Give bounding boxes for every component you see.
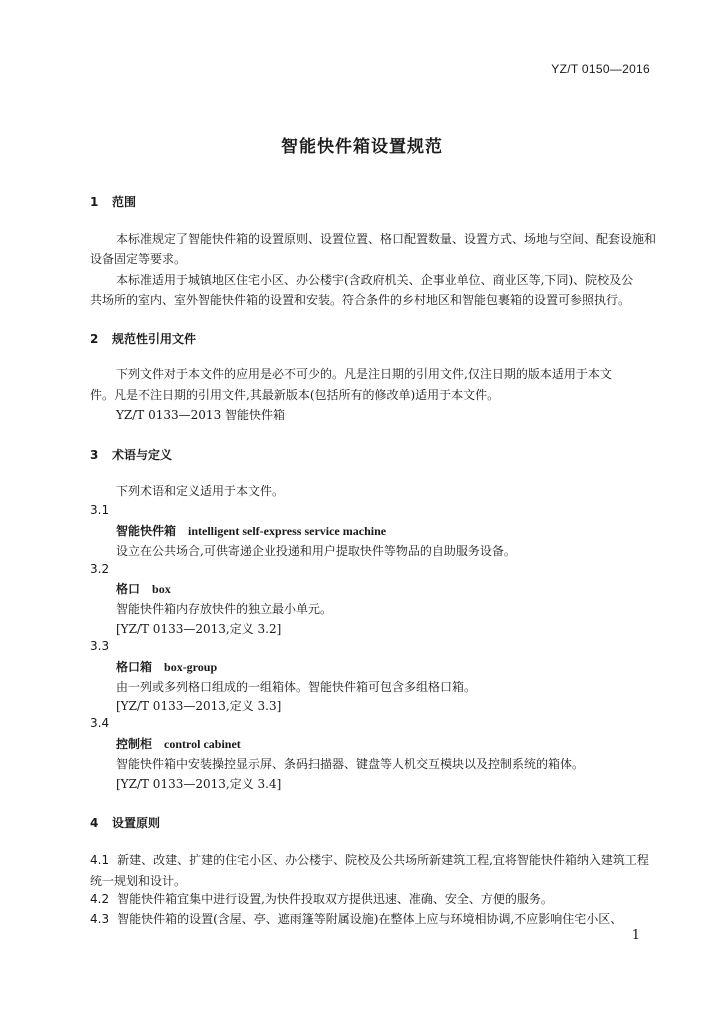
term-en: box <box>152 582 171 596</box>
paragraph-line: 件。凡是不注日期的引用文件,其最新版本(包括所有的修改单)适用于本文件。 <box>90 388 500 402</box>
clause-line <box>90 851 649 868</box>
term-definition: 智能快件箱中安装操控显示屏、条码扫描器、键盘等人机交互模块以及控制系统的箱体。 <box>116 757 585 771</box>
section-title: 术语与定义 <box>112 448 173 462</box>
clause-line <box>90 890 553 907</box>
section-1-heading <box>90 193 136 210</box>
term-definition: 由一列或多列格口组成的一组箱体。智能快件箱可包含多组格口箱。 <box>116 680 477 694</box>
term-number: 3.3 <box>90 639 110 653</box>
term-cn: 格口 <box>116 582 141 596</box>
section-4-heading <box>90 814 160 831</box>
section-number: 4 <box>90 816 99 830</box>
section-title: 范围 <box>112 195 137 209</box>
paragraph-line: 共场所的室内、室外智能快件箱的设置和安装。符合条件的乡村地区和智能包裹箱的设置可参照执行。 <box>90 293 631 307</box>
term-name <box>116 658 217 675</box>
term-number: 3.2 <box>90 562 110 576</box>
term-en: intelligent self-express service machine <box>188 524 387 538</box>
clause-number: 4.1 <box>90 853 110 867</box>
section-title: 设置原则 <box>112 816 161 830</box>
paragraph-line: 本标准适用于城镇地区住宅小区、办公楼宇(含政府机关、企事业单位、商业区等,下同)、院校及公 <box>116 273 634 287</box>
term-cn: 控制柜 <box>116 737 153 751</box>
section-title: 规范性引用文件 <box>112 332 197 346</box>
document-title: 智能快件箱设置规范 <box>281 137 443 157</box>
page-number: 1 <box>631 928 640 943</box>
term-definition: 智能快件箱内存放快件的独立最小单元。 <box>116 602 333 616</box>
term-en: control cabinet <box>164 737 241 751</box>
clause-text: 智能快件箱宜集中进行设置,为快件投取双方提供迅速、准确、安全、方便的服务。 <box>117 892 553 906</box>
clause-number: 4.2 <box>90 892 110 906</box>
paragraph-line: 本标准规定了智能快件箱的设置原则、设置位置、格口配置数量、设置方式、场地与空间、配套设施和 <box>116 232 657 246</box>
paragraph-line: 下列文件对于本文件的应用是必不可少的。凡是注日期的引用文件,仅注日期的版本适用于本文 <box>116 367 612 381</box>
term-name <box>116 522 386 539</box>
clause-text: 智能快件箱的设置(含屋、亭、遮雨篷等附属设施)在整体上应与环境相协调,不应影响住宅小区、 <box>117 912 623 926</box>
term-source: [YZ/T 0133—2013,定义 3.3] <box>116 699 282 713</box>
term-definition: 设立在公共场合,可供寄递企业投递和用户提取快件等物品的自助服务设备。 <box>116 544 516 558</box>
term-cn: 格口箱 <box>116 660 153 674</box>
section-number: 2 <box>90 332 99 346</box>
section-3-heading <box>90 446 172 463</box>
section-number: 3 <box>90 448 99 462</box>
term-source: [YZ/T 0133—2013,定义 3.2] <box>116 622 282 636</box>
term-name <box>116 580 171 597</box>
paragraph-line: 设备固定等要求。 <box>90 252 187 266</box>
clause-text: 新建、改建、扩建的住宅小区、办公楼宇、院校及公共场所新建筑工程,宜将智能快件箱纳入建筑工程 <box>117 853 649 867</box>
term-source: [YZ/T 0133—2013,定义 3.4] <box>116 777 282 791</box>
term-number: 3.1 <box>90 503 110 517</box>
paragraph-line: 下列术语和定义适用于本文件。 <box>116 484 285 498</box>
clause-number: 4.3 <box>90 912 110 926</box>
term-number: 3.4 <box>90 716 110 730</box>
term-cn: 智能快件箱 <box>116 524 177 538</box>
term-name <box>116 735 241 752</box>
normative-reference: YZ/T 0133—2013 智能快件箱 <box>116 408 286 422</box>
section-number: 1 <box>90 195 99 209</box>
section-2-heading <box>90 330 196 347</box>
standard-code: YZ/T 0150—2016 <box>551 62 650 76</box>
clause-line <box>90 910 622 927</box>
clause-line: 统一规划和设计。 <box>90 874 187 888</box>
term-en: box-group <box>164 660 218 674</box>
